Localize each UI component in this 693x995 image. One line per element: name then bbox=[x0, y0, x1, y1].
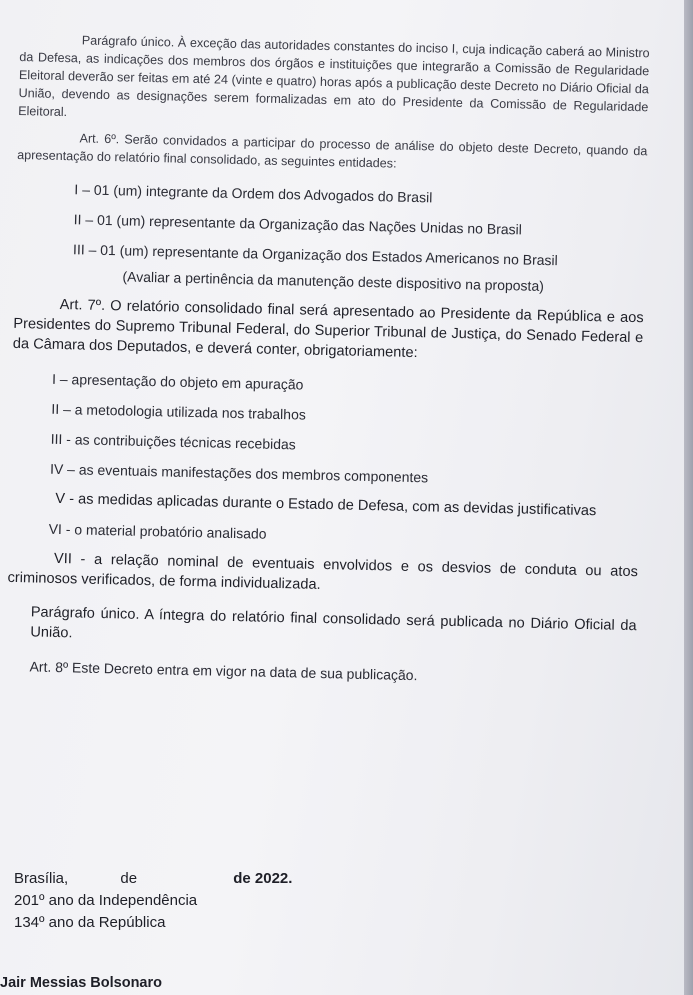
art-6: Art. 6º. Serão convidados a participar do processo de análise do objeto deste Decreto, quando da apresentação do relatório final consolidado, as seguintes entidades: bbox=[17, 131, 648, 171]
art7-item-1: I – apresentação do objeto em apuração bbox=[51, 370, 304, 393]
decree-text bbox=[5, 30, 649, 690]
date-de-1: de bbox=[120, 870, 138, 887]
signatory-name: Jair Messias Bolsonaro bbox=[0, 975, 162, 991]
art7-item-2: II – a metodologia utilizada nos trabalhos bbox=[51, 400, 307, 423]
art7-item-7: VII - a relação nominal de eventuais envolvidos e os desvios de conduta ou atos criminosos verificados, de forma individualizada. bbox=[7, 550, 639, 593]
art6-note: (Avaliar a pertinência da manutenção deste dispositivo na proposta) bbox=[122, 268, 545, 294]
art-7: Art. 7º. O relatório consolidado final será apresentado ao Presidente da República e aos Presidentes do Supremo Tribunal Federal, do Superior Tribunal de Justiça, do Senado Federal e da Câmara dos Deputados, e deverá conter, obrigatoriamente: bbox=[12, 296, 644, 362]
republic-year: 134º ano da República bbox=[14, 914, 166, 931]
date-line bbox=[14, 868, 292, 890]
signature-block bbox=[14, 868, 292, 934]
art6-item-2: II – 01 (um) representante da Organização das Nações Unidas no Brasil bbox=[73, 211, 523, 238]
independence-year: 201º ano da Independência bbox=[14, 892, 198, 909]
art7-item-4: IV – as eventuais manifestações dos membros componentes bbox=[49, 460, 429, 486]
paper-edge bbox=[684, 0, 693, 995]
art7-item-3: III - as contribuições técnicas recebidas bbox=[50, 430, 296, 453]
art6-item-1: I – 01 (um) integrante da Ordem dos Advogados do Brasil bbox=[74, 181, 433, 206]
city: Brasília, bbox=[14, 870, 69, 887]
paragrafo-unico-2: Parágrafo único. A íntegra do relatório final consolidado será publicada no Diário Oficial da União. bbox=[30, 604, 637, 642]
art6-item-3: III – 01 (um) representante da Organização dos Estados Americanos no Brasil bbox=[72, 241, 558, 269]
paragrafo-unico-1: Parágrafo único. À exceção das autoridades constantes do inciso I, cuja indicação caberá ao Ministro da Defesa, as indicações dos membros dos órgãos e instituições que integrarão a Comissão de Regularidade Eleitoral deverão ser feitas em até 24 (vinte e quatro) horas após a publicação deste Decreto no Diário Oficial da União, devendo as designações serem formalizadas em ato do Presidente da Comissão de Regularidade Eleitoral. bbox=[18, 33, 650, 120]
art7-item-5: V - as medidas aplicadas durante o Estado de Defesa, com as devidas justificativas bbox=[55, 490, 597, 520]
date-year: de 2022. bbox=[233, 870, 293, 887]
art7-item-6: VI - o material probatório analisado bbox=[48, 520, 267, 542]
art-8: Art. 8º Este Decreto entra em vigor na data de sua publicação. bbox=[29, 658, 418, 684]
